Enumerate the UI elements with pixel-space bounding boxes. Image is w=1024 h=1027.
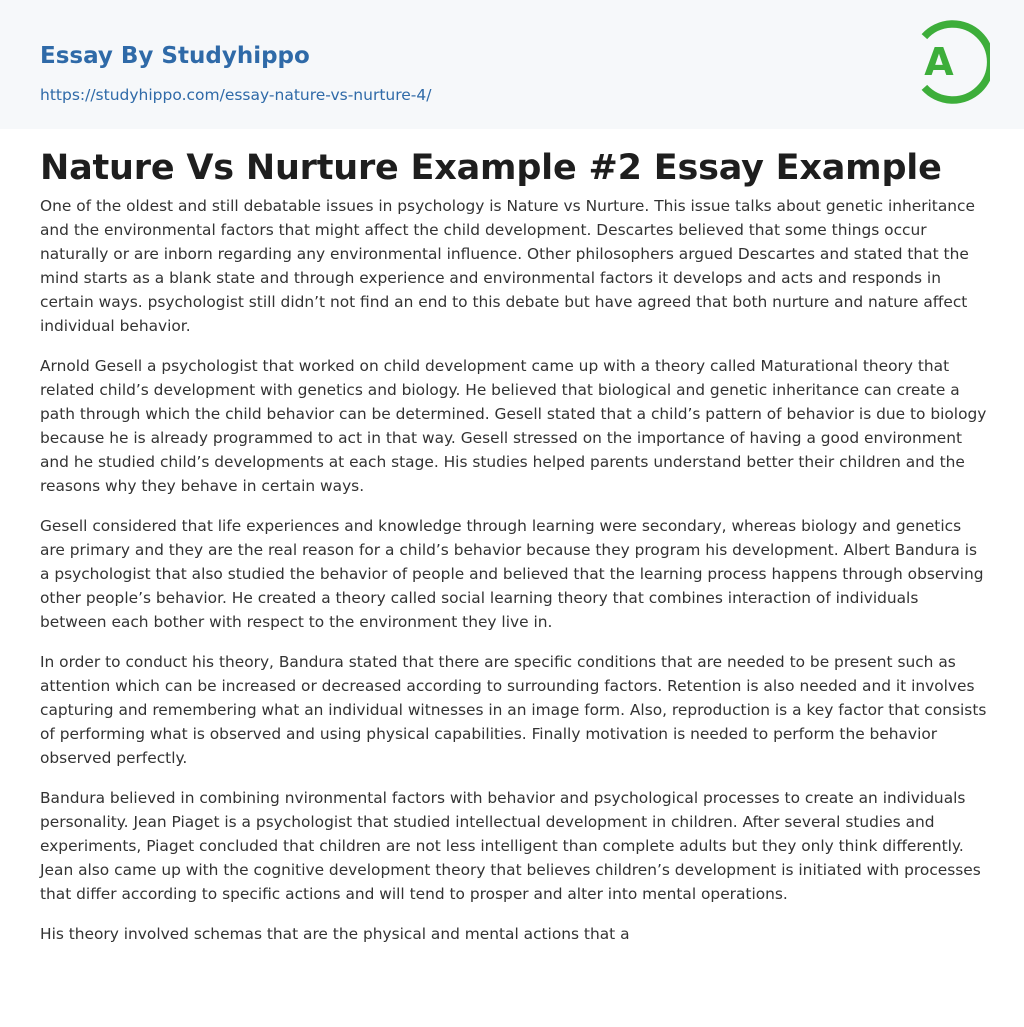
site-brand[interactable]: Essay By Studyhippo [40, 43, 310, 69]
essay-body [40, 194, 988, 962]
paragraph-3: Gesell considered that life experiences and knowledge through learning were secondary, whereas biology and genetics are primary and they are the real reason for a child’s behavior because they program his development. Albert Bandura is a psychologist that also studied the behavior of people and believed that the learning process happens through observing other people’s behavior. He created a theory called social learning theory that combines interaction of individuals between each bother with respect to the environment they live in. [40, 517, 984, 631]
paragraph-1: One of the oldest and still debatable issues in psychology is Nature vs Nurture. This issue talks about genetic inheritance and the environmental factors that might affect the child development. Descartes believed that some things occur naturally or are inborn regarding any environmental influence. Other philosophers argued Descartes and stated that the mind starts as a blank state and through experience and environmental factors it develops and acts and responds in certain ways. psychologist still didn’t not find an end to this debate but have agreed that both nurture and nature affect individual behavior. [40, 197, 975, 335]
paragraph-5: Bandura believed in combining nvironmental factors with behavior and psychological processes to create an individuals personality. Jean Piaget is a psychologist that studied intellectual development in children. After several studies and experiments, Piaget concluded that children are not less intelligent than complete adults but they only think differently. Jean also came up with the cognitive development theory that believes children’s development is initiated with processes that differ according to specific actions and will tend to prosper and alter into mental operations. [40, 789, 981, 903]
page-title: Nature Vs Nurture Example #2 Essay Example [40, 148, 942, 188]
paragraph-4: In order to conduct his theory, Bandura stated that there are specific conditions that are needed to be present such as attention which can be increased or decreased according to surrounding factors. Retention is also needed and it involves capturing and remembering what an individual witnesses in an image form. Also, reproduction is a key factor that consists of performing what is observed and using physical capabilities. Finally motivation is needed to perform the behavior observed perfectly. [40, 653, 987, 767]
paragraph-6: His theory involved schemas that are the physical and mental actions that a [40, 925, 630, 943]
paragraph-2: Arnold Gesell a psychologist that worked on child development came up with a theory called Maturational theory that related child’s development with genetics and biology. He believed that biological and genetic inheritance can create a path through which the child behavior can be determined. Gesell stated that a child’s pattern of behavior is due to biology because he is already programmed to act in that way. Gesell stressed on the importance of having a good environment and he studied child’s developments at each stage. His studies helped parents understand better their children and the reasons why they behave in certain ways. [40, 357, 987, 495]
logo-letter: A [924, 40, 954, 84]
page-url-link[interactable]: https://studyhippo.com/essay-nature-vs-nurture-4/ [40, 86, 432, 104]
